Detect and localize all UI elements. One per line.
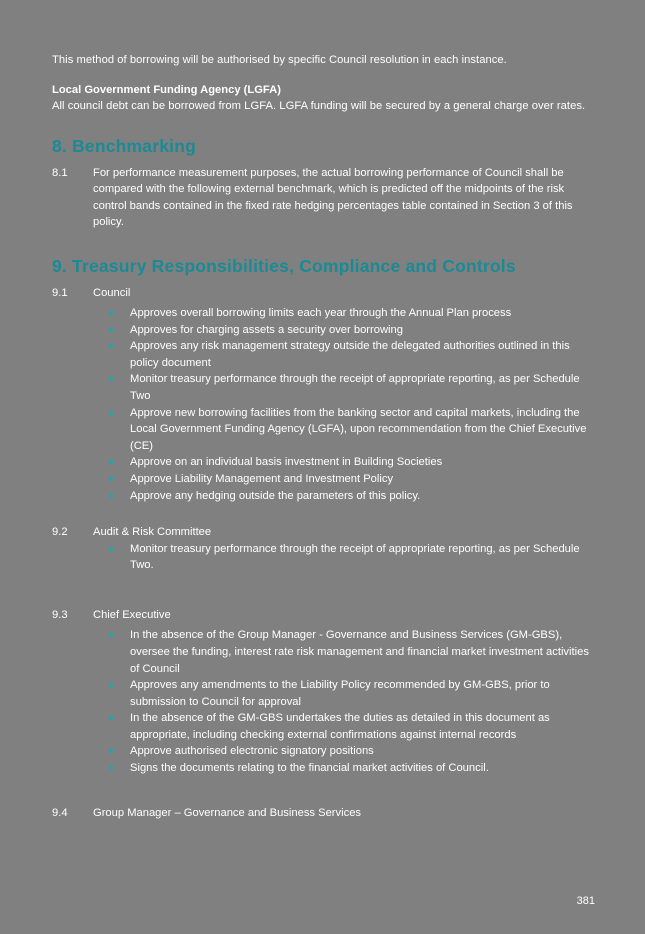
subsection-number: 9.3 [52,608,68,621]
list-item [107,338,597,371]
list-item-text: Monitor treasury performance through the receipt of appropriate reporting, as per Schedule Two. [130,542,580,572]
bullet-dot-icon [109,377,113,381]
clause-number: 8.1 [52,166,68,179]
spacer [52,797,597,805]
subsection-9-1-title-row [52,285,597,302]
bullet-dot-icon [109,683,113,687]
spacer [52,115,597,135]
spacer [52,777,597,797]
clause-text: For performance measurement purposes, the actual borrowing performance of Council shall be compared with the following external benchmark, which is predicted off the midpoints of the risk control bands contained in the fixed rate hedging percentages table contained in Section 3 of this policy. [93,166,573,228]
lgfa-heading: Local Government Funding Agency (LGFA) [52,83,281,96]
clause-8-1 [52,165,597,231]
list-item-text: In the absence of the GM-GBS undertakes the duties as detailed in this document as appropriate, including checking external confirmations against internal records [130,712,550,741]
bullet-dot-icon [109,633,113,637]
list-item-text: Approve on an individual basis investment in Building Societies [130,456,443,469]
list-item [107,541,597,574]
list-item-text: Approve authorised electronic signatory positions [130,745,374,758]
list-item-text: Approve any hedging outside the parameters of this policy. [130,489,421,502]
bullet-dot-icon [109,311,113,315]
section-8-heading: 8. Benchmarking [52,135,197,156]
page-number: 381 [576,895,595,907]
list-item-text: Approves for charging assets a security over borrowing [130,323,403,336]
bullet-dot-icon [109,477,113,481]
list-item-text: Approves any amendments to the Liability Policy recommended by GM-GBS, prior to submission to Council for approval [130,679,550,708]
list-item [107,760,597,777]
section-9-heading: 9. Treasury Responsibilities, Compliance and Controls [52,255,516,276]
bullet-dot-icon [109,411,113,415]
subsection-number: 9.2 [52,526,68,539]
list-item-text: Approves any risk management strategy outside the delegated authorities outlined in this policy document [130,340,570,369]
bullet-dot-icon [109,344,113,348]
subsection-title: Council [93,286,131,299]
list-item [107,627,597,677]
subsection-9-3-title-row [52,607,597,624]
intro-paragraph: This method of borrowing will be authorised by specific Council resolution in each instance. [52,54,507,66]
spacer [52,69,597,82]
spacer [52,594,597,607]
bullet-dot-icon [109,716,113,720]
subsection-9-1-bullets [52,305,597,504]
spacer [52,504,597,524]
subsection-title: Group Manager – Governance and Business Services [93,806,362,819]
list-item-text: Signs the documents relating to the financial market activities of Council. [130,762,489,775]
subsection-title: Chief Executive [93,608,171,621]
bullet-dot-icon [109,328,113,332]
bullet-dot-icon [109,766,113,770]
subsection-9-2-bullets [52,541,597,574]
list-item-text: Approves overall borrowing limits each year through the Annual Plan process [130,307,512,319]
spacer [52,574,597,594]
list-item [107,454,597,471]
list-item-text: Approve Liability Management and Investment Policy [130,472,394,485]
subsection-number: 9.4 [52,806,68,819]
list-item [107,371,597,404]
list-item [107,322,597,339]
list-item-text: In the absence of the Group Manager - Governance and Business Services (GM-GBS), oversee the funding, interest rate risk management and financial market investment activities of Council [130,629,589,675]
subsection-9-4-title-row [52,805,597,822]
list-item [107,743,597,760]
subsection-title: Audit & Risk Committee [93,526,212,539]
list-item-text: Approve new borrowing facilities from the banking sector and capital markets, including the Local Government Funding Agency (LGFA), upon recommendation from the Chief Executive (CE) [130,406,587,452]
lgfa-body: All council debt can be borrowed from LGFA. LGFA funding will be secured by a general charge over rates. [52,100,586,112]
bullet-dot-icon [109,749,113,753]
list-item-text: Monitor treasury performance through the receipt of appropriate reporting, as per Schedule Two [130,373,580,402]
bullet-dot-icon [109,494,113,498]
list-item [107,488,597,505]
spacer [52,231,597,251]
list-item [107,677,597,710]
bullet-dot-icon [109,460,113,464]
list-item [107,710,597,743]
subsection-9-3-bullets [52,627,597,776]
list-item [107,471,597,488]
spacer [52,277,597,285]
subsection-9-2-title-row [52,524,597,541]
spacer [52,157,597,165]
list-item [107,305,597,322]
bullet-dot-icon [109,547,113,551]
list-item [107,405,597,455]
subsection-number: 9.1 [52,286,68,299]
